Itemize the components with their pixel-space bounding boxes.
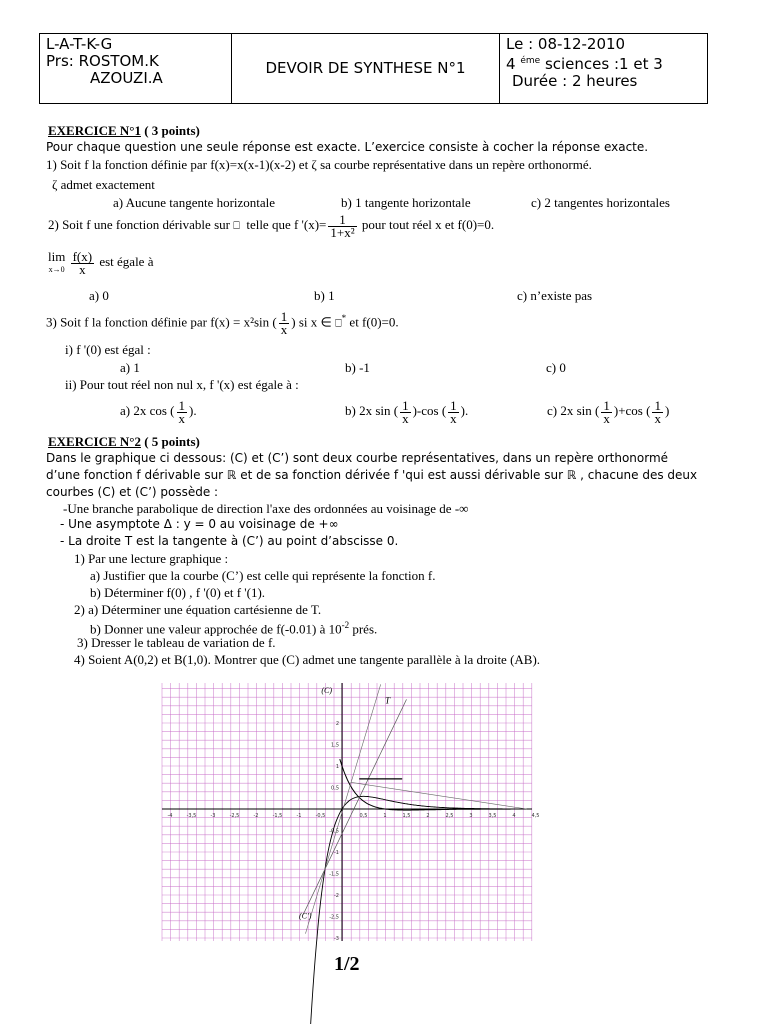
- exam-date: Le : 08-12-2010: [506, 35, 626, 53]
- ex1-intro: Pour chaque question une seule réponse est exacte. L’exercice consiste à cocher la réponse exacte.: [46, 140, 649, 154]
- y-tick-label: -2,5: [329, 914, 339, 921]
- ex1-q3i-a: a) 1: [120, 360, 140, 375]
- y-tick-label: 2: [335, 721, 339, 727]
- exam-duration: Durée : 2 heures: [512, 72, 638, 90]
- teacher-2: AZOUZI.A: [90, 69, 163, 87]
- ex2-l5: - Une asymptote Δ : y = 0 au voisinage de +∞: [60, 517, 339, 531]
- exam-class: 4 $^{éme}$ sciences :1 et 3: [506, 55, 663, 73]
- header-center: [232, 34, 500, 103]
- x-tick-label: -2: [253, 813, 259, 819]
- ex1-q2-a: a) 0: [89, 288, 109, 303]
- page-number: 1/2: [334, 953, 360, 975]
- ex1-q1b: ζ admet exactement: [52, 177, 155, 192]
- x-tick-label: 2,5: [445, 813, 454, 819]
- ex1-q3ii-c: c) 2x sin ( $\frac{1}{x}$ )+cos ( $\frac{1}{x}$ ): [547, 397, 670, 426]
- x-tick-label: 4,5: [531, 813, 540, 819]
- y-tick-label: 1: [335, 764, 339, 770]
- x-tick-label: 2: [426, 813, 430, 819]
- y-tick-label: -1: [334, 850, 339, 856]
- y-tick-label: 0,5: [331, 785, 339, 792]
- teacher-1: Prs: ROSTOM.K: [46, 52, 159, 70]
- x-tick-label: -3: [210, 813, 216, 819]
- y-tick-label: -0,5: [329, 828, 339, 835]
- ex2-l9: b) Déterminer f(0) , f '(0) et f '(1).: [90, 585, 266, 600]
- graph-tick-labels: [168, 721, 540, 942]
- school-name: L-A-T-K-G: [46, 35, 113, 53]
- ex1-q1-b: b) 1 tangente horizontale: [341, 195, 471, 210]
- header-right: [500, 34, 707, 103]
- ex2-l7: 1) Par une lecture graphique :: [74, 551, 229, 566]
- ex2-l13: 4) Soient A(0,2) et B(1,0). Montrer que (C) admet une tangente parallèle à la droite (AB).: [74, 652, 541, 667]
- header-left: [40, 34, 232, 103]
- exam-title: DEVOIR DE SYNTHESE N°1: [265, 59, 466, 77]
- curve-label-Cprime: (C'): [299, 911, 312, 921]
- x-tick-label: -2,5: [229, 813, 240, 819]
- x-tick-label: -0,5: [315, 813, 326, 819]
- ex1-q1: 1) Soit f la fonction définie par f(x)=x(x-1)(x-2) et ζ sa courbe représentative dans un repère orthonormé.: [46, 157, 592, 172]
- ex1-q3ii: ii) Pour tout réel non nul x, f '(x) est égale à :: [65, 377, 299, 392]
- ex1-q3i-c: c) 0: [546, 360, 566, 375]
- ex2-l11: b) Donner une valeur approchée de f(-0.01) à $10^{-2}$ prés.: [90, 620, 378, 637]
- graph-grid: [162, 683, 532, 941]
- x-tick-label: -4: [167, 813, 173, 819]
- x-tick-label: 3: [469, 813, 473, 819]
- ex2-l3: courbes (C) et (C’) possède :: [46, 485, 219, 499]
- x-tick-label: -3,5: [186, 813, 197, 819]
- ex1-title: EXERCICE N°1 ( 3 points): [48, 123, 200, 138]
- x-tick-label: 4: [512, 813, 516, 819]
- ex2-l12: 3) Dresser le tableau de variation de f.: [77, 635, 276, 650]
- x-tick-label: -1,5: [272, 813, 283, 819]
- x-tick-label: 0,5: [359, 813, 368, 819]
- ex2-l6: - La droite T est la tangente à (C’) au point d’abscisse 0.: [60, 534, 399, 548]
- header-box: [39, 33, 708, 104]
- graph-axes: [162, 683, 532, 941]
- curve-label-C: (C): [321, 685, 333, 695]
- tangent-label-T: T: [385, 695, 391, 706]
- ex1-q3ii-b: b) 2x sin ( $\frac{1}{x}$ )-cos ( $\frac{1}{x}$ ).: [345, 397, 469, 426]
- ex2-l10: 2) a) Déterminer une équation cartésienne de T.: [74, 602, 322, 617]
- ex1-q3: 3) Soit f la fonction définie par f(x) = x²sin ( $\frac{1}{x}$ ) si x ∈ ⎕* et f(0)=0.: [46, 308, 399, 337]
- ex1-q3ii-a: a) 2x cos ( $\frac{1}{x}$ ).: [120, 397, 197, 426]
- ex1-q1-a: a) Aucune tangente horizontale: [113, 195, 276, 210]
- function-graph: [162, 683, 540, 942]
- ex1-limit: lim x→0 $\frac{f(x)}{x}$ est égale à: [48, 248, 154, 277]
- curve-C: [340, 759, 527, 810]
- ex2-l1: Dans le graphique ci dessous: (C) et (C’) sont deux courbe représentatives, dans un repère orthonormé: [46, 451, 669, 465]
- ex1-q2-b: b) 1: [314, 288, 335, 303]
- y-tick-label: -2: [334, 893, 339, 899]
- x-tick-label: -1: [296, 813, 302, 819]
- ex2-l8: a) Justifier que la courbe (C’) est celle qui représente la fonction f.: [90, 568, 436, 583]
- ex1-q3i: i) f '(0) est égal :: [65, 342, 151, 357]
- y-tick-label: -1,5: [329, 871, 339, 878]
- ex1-q2-c: c) n’existe pas: [517, 288, 593, 303]
- ex1-q2: 2) Soit f une fonction dérivable sur ⎕ telle que f '(x)= $\frac{1}{\text{1+x²}}$ pour tout réel x et f(0)=0.: [48, 211, 495, 240]
- ex1-q3i-b: b) -1: [345, 360, 370, 375]
- ex2-l4: -Une branche parabolique de direction l'axe des ordonnées au voisinage de -∞: [63, 501, 469, 516]
- y-tick-label: 1,5: [331, 742, 339, 749]
- ex1-q1-c: c) 2 tangentes horizontales: [531, 195, 670, 210]
- ex2-l2: d’une fonction f dérivable sur ℝ et de sa fonction dérivée f 'qui est aussi dérivable sur ℝ , chacune des deux: [46, 468, 698, 482]
- y-tick-label: -3: [334, 936, 339, 942]
- x-tick-label: 1,5: [402, 813, 411, 819]
- x-tick-label: 1: [383, 813, 387, 819]
- x-tick-label: 3,5: [488, 813, 497, 819]
- ex2-title: EXERCICE N°2 ( 5 points): [48, 434, 200, 449]
